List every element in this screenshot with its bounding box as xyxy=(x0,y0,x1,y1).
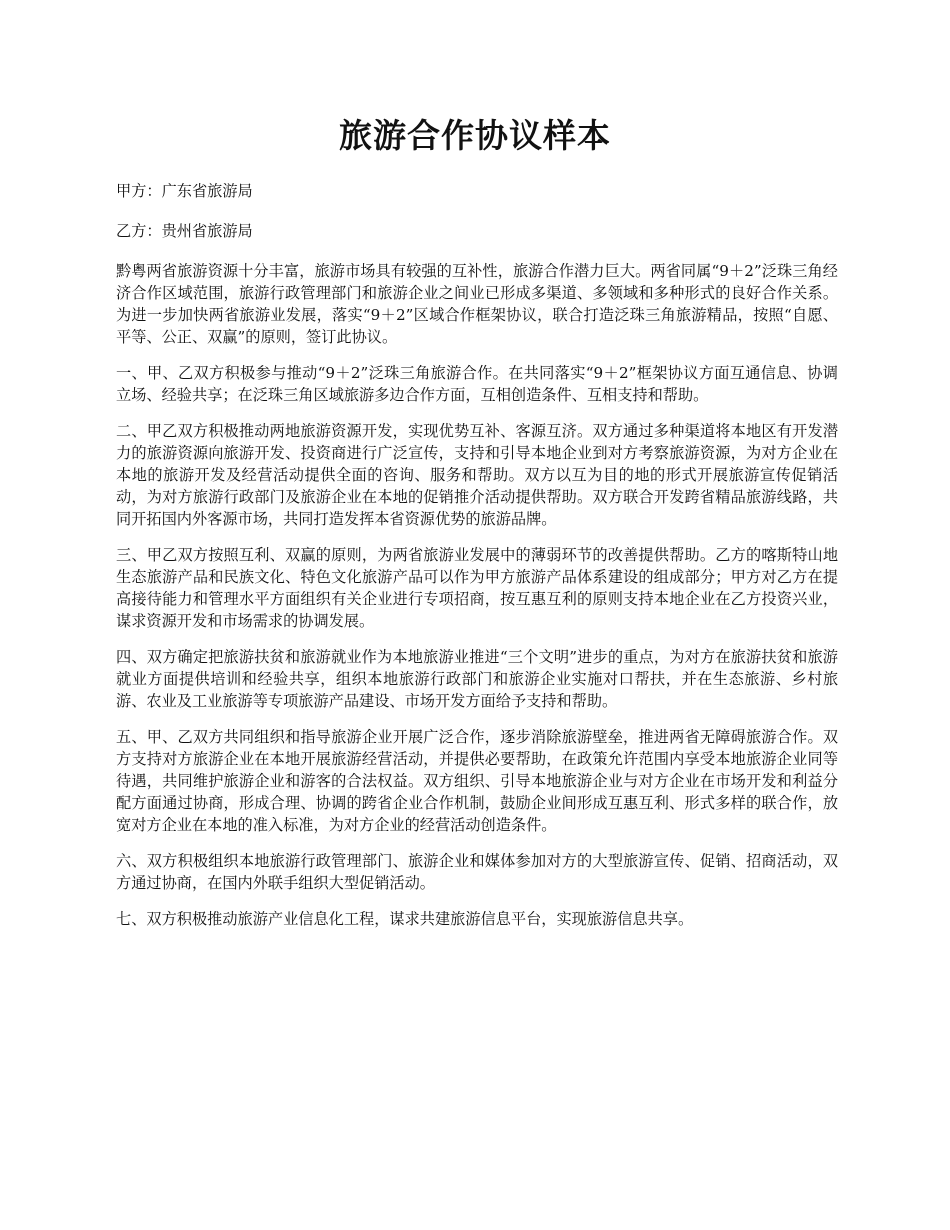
clause-1: 一、甲、乙双方积极参与推动“9＋2”泛珠三角旅游合作。在共同落实“9＋2”框架协议方面互通信息、协调立场、经验共享；在泛珠三角区域旅游多边合作方面，互相创造条件、互相支持和帮助。 xyxy=(116,364,838,404)
clause-2: 二、甲乙双方积极推动两地旅游资源开发，实现优势互补、客源互济。双方通过多种渠道将本地区有开发潜力的旅游资源向旅游开发、投资商进行广泛宣传，支持和引导本地企业到对方考察旅游资源，为对方企业在本地的旅游开发及经营活动提供全面的咨询、服务和帮助。双方以互为目的地的形式开展旅游宣传促销活动，为对方旅游行政部门及旅游企业在本地的促销推介活动提供帮助。双方联合开发跨省精品旅游线路，共同开拓国内外客源市场，共同打造发挥本省资源优势的旅游品牌。 xyxy=(116,422,838,528)
clause-6: 六、双方积极组织本地旅游行政管理部门、旅游企业和媒体参加对方的大型旅游宣传、促销、招商活动，双方通过协商，在国内外联手组织大型促销活动。 xyxy=(116,852,838,892)
clause-4: 四、双方确定把旅游扶贫和旅游就业作为本地旅游业推进“三个文明”进步的重点，为对方在旅游扶贫和旅游就业方面提供培训和经验共享，组织本地旅游行政部门和旅游企业实施对口帮扶，并在生态旅游、乡村旅游、农业及工业旅游等专项旅游产品建设、市场开发方面给予支持和帮助。 xyxy=(116,648,838,710)
document-body xyxy=(116,180,838,944)
clause-3: 三、甲乙双方按照互利、双赢的原则，为两省旅游业发展中的薄弱环节的改善提供帮助。乙方的喀斯特山地生态旅游产品和民族文化、特色文化旅游产品可以作为甲方旅游产品体系建设的组成部分；甲方对乙方在提高接待能力和管理水平方面组织有关企业进行专项招商，按互惠互利的原则支持本地企业在乙方投资兴业，谋求资源开发和市场需求的协调发展。 xyxy=(116,546,838,630)
party-a: 甲方：广东省旅游局 xyxy=(116,182,253,200)
clause-7: 七、双方积极推动旅游产业信息化工程，谋求共建旅游信息平台，实现旅游信息共享。 xyxy=(116,910,694,928)
party-b: 乙方：贵州省旅游局 xyxy=(116,222,253,240)
preamble-paragraph: 黔粤两省旅游资源十分丰富，旅游市场具有较强的互补性，旅游合作潜力巨大。两省同属“9＋2”泛珠三角经济合作区域范围，旅游行政管理部门和旅游企业之间业已形成多渠道、多领域和多种形式的良好合作关系。为进一步加快两省旅游业发展，落实“9＋2”区域合作框架协议，联合打造泛珠三角旅游精品，按照“自愿、平等、公正、双赢”的原则，签订此协议。 xyxy=(116,262,838,346)
clause-5: 五、甲、乙双方共同组织和指导旅游企业开展广泛合作，逐步消除旅游壁垒，推进两省无障碍旅游合作。双方支持对方旅游企业在本地开展旅游经营活动，并提供必要帮助，在政策允许范围内享受本地旅游企业同等待遇，共同维护旅游企业和游客的合法权益。双方组织、引导本地旅游企业与对方企业在市场开发和利益分配方面通过协商，形成合理、协调的跨省企业合作机制，鼓励企业间形成互惠互利、形式多样的联合作，放宽对方企业在本地的准入标准，为对方企业的经营活动创造条件。 xyxy=(116,728,838,834)
document-title: 旅游合作协议样本 xyxy=(339,116,611,155)
